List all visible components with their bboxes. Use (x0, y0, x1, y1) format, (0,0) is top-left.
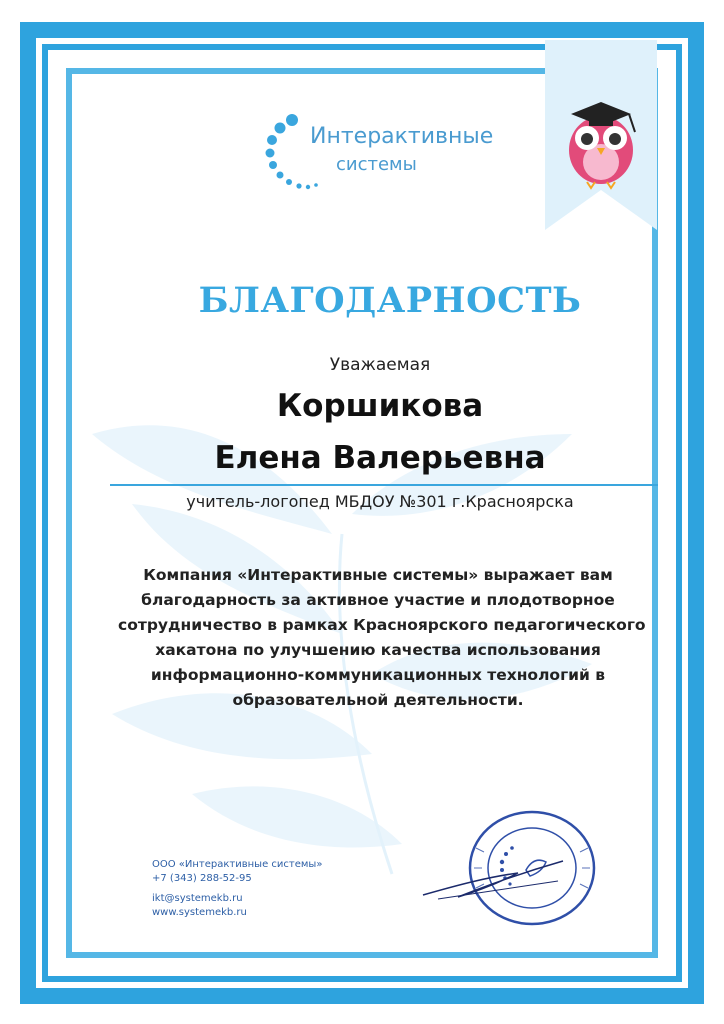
contact-phone: +7 (343) 288-52-95 (152, 873, 252, 884)
gratitude-line: информационно-коммуникационных технологий в (150, 666, 606, 684)
gratitude-line: благодарность за активное участие и плодотворное (141, 591, 615, 609)
gratitude-line: Компания «Интерактивные системы» выражает вам (143, 566, 613, 584)
greeting: Уважаемая (329, 355, 431, 375)
logo-text-line1: Интерактивные (310, 124, 494, 149)
signature (418, 855, 568, 905)
dots-ring-icon (262, 108, 322, 198)
owl-ribbon (545, 40, 657, 230)
contact-email: ikt@systemekb.ru (152, 893, 243, 904)
recipient-given-names: Елена Валерьевна (214, 440, 546, 476)
gratitude-text (118, 563, 646, 713)
certificate-title: БЛАГОДАРНОСТЬ (198, 280, 582, 321)
contact-website: www.systemekb.ru (152, 907, 247, 918)
contact-company: ООО «Интерактивные системы» (152, 859, 323, 870)
name-underline (110, 484, 658, 486)
gratitude-line: сотрудничество в рамках Красноярского педагогического (118, 616, 646, 634)
logo-text-line2: системы (336, 154, 417, 175)
contact-block (152, 858, 392, 920)
gratitude-line: хакатона по улучшению качества использования (155, 641, 601, 659)
recipient-surname: Коршикова (276, 388, 484, 424)
gratitude-line: образовательной деятельности. (232, 691, 524, 709)
company-logo (262, 108, 522, 198)
recipient-position: учитель-логопед МБДОУ №301 г.Красноярска (186, 492, 574, 511)
